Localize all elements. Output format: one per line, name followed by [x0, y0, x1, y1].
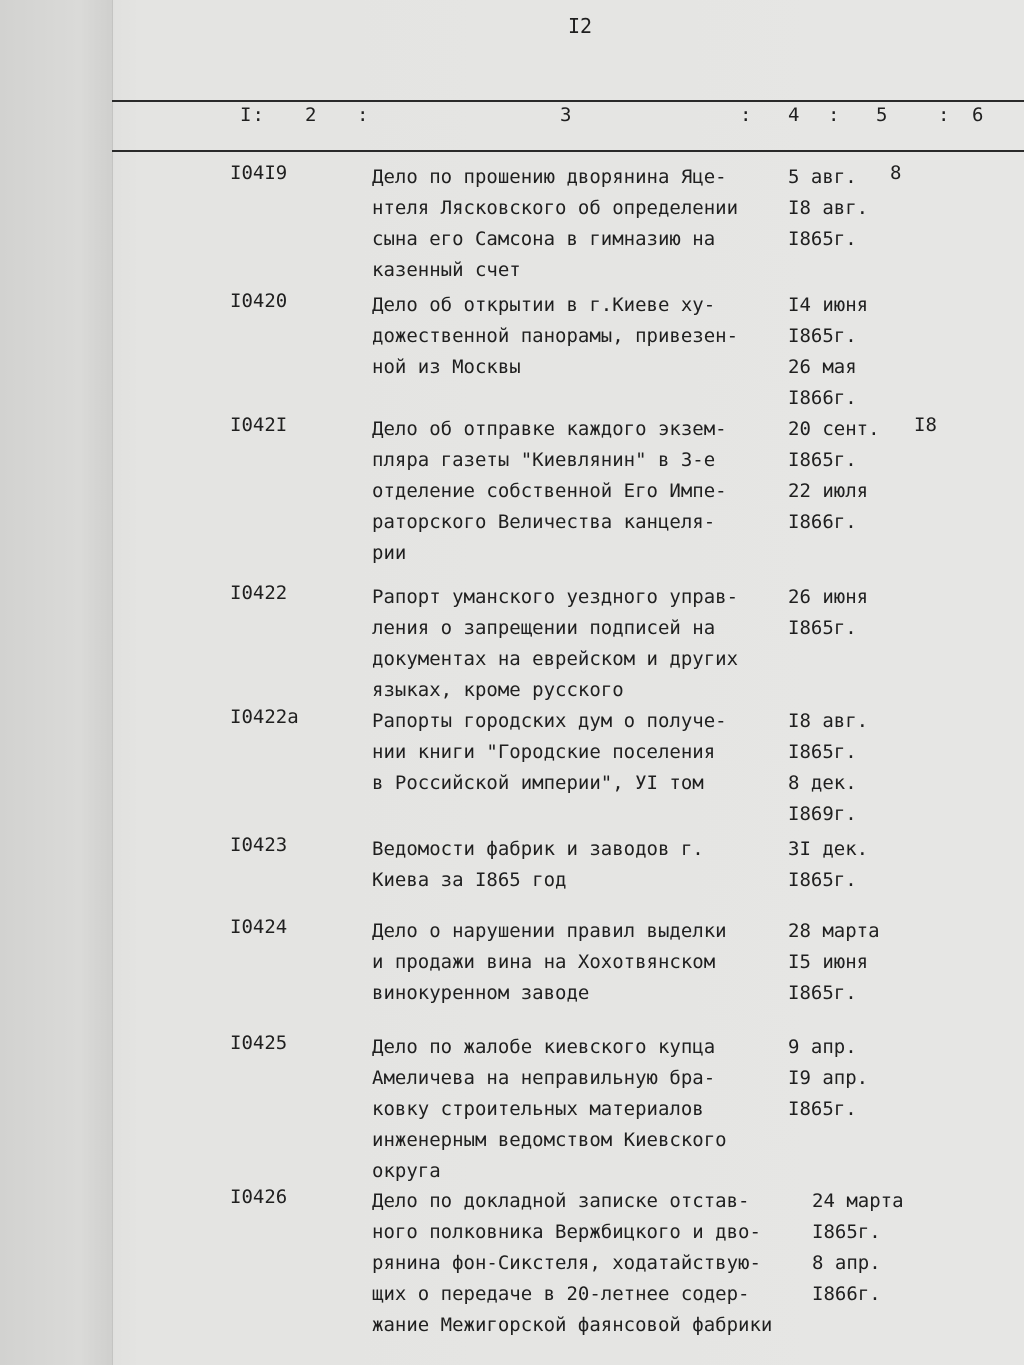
entry-dates: 20 сент. I865г. 22 июля I866г.: [788, 418, 880, 533]
entry-number: I0422: [230, 582, 288, 604]
entry-description: Дело о нарушении правил выделки и продажи вина на Хохотвянском винокуренном заводе: [372, 920, 727, 1004]
header-rule-top: [112, 100, 1024, 102]
entry-description: Рапорт уманского уездного управ- ления о запрещении подписей на документах на еврейском и других языках, кроме русского: [372, 586, 739, 701]
column-header-6: 6: [972, 104, 985, 126]
entry-sheet-count: 8: [890, 162, 902, 184]
entry-number: I0423: [230, 834, 288, 856]
column-separator: :: [357, 104, 370, 126]
entry-description: Дело по жалобе киевского купца Амеличева на неправильную бра- ковку строительных материалов инженерным ведомством Киевского округа: [372, 1036, 727, 1182]
column-header-5: 5: [876, 104, 889, 126]
entry-number: I0425: [230, 1032, 288, 1054]
entry-description: Дело по прошению дворянина Яце- нтеля Лясковского об определении сына его Самсона в гимназию на казенный счет: [372, 166, 739, 281]
header-rule-bottom: [112, 150, 1024, 152]
entry-description: Дело об отправке каждого экзем- пляра газеты "Киевлянин" в 3-е отделение собственной Его Импе- раторского Величества канцеля- рии: [372, 418, 727, 564]
column-header-4: 4: [788, 104, 801, 126]
entry-number: I04I9: [230, 162, 288, 184]
entry-description: Дело об открытии в г.Киеве ху- дожественной панорамы, привезен- ной из Москвы: [372, 294, 739, 378]
entry-dates: I8 авг. I865г. 8 дек. I869г.: [788, 710, 869, 825]
entry-number: I0424: [230, 916, 288, 938]
entry-number: I0420: [230, 290, 288, 312]
column-header-3: 3: [560, 104, 573, 126]
column-separator: :: [828, 104, 841, 126]
entry-dates: 5 авг. I8 авг. I865г.: [788, 166, 869, 250]
entry-sheet-count: I8: [914, 414, 937, 436]
entry-description: Ведомости фабрик и заводов г. Киева за I865 год: [372, 838, 704, 891]
entry-number: I0426: [230, 1186, 288, 1208]
adjacent-page-edge: [0, 0, 113, 1365]
entry-description: Рапорты городских дум о получе- нии книги "Городские поселения в Российской империи", УI том: [372, 710, 727, 794]
entry-dates: 3I дек. I865г.: [788, 838, 869, 891]
column-header-2: 2: [305, 104, 318, 126]
entry-dates: 26 июня I865г.: [788, 586, 869, 639]
entry-number: I042I: [230, 414, 288, 436]
entry-number: I0422а: [230, 706, 299, 728]
entry-description: Дело по докладной записке отстав- ного полковника Вержбицкого и дво- рянина фон-Сикстеля, ходатайствую- щих о передаче в 20-летнее содер- жание Межигорской фаянсовой фабрики: [372, 1190, 773, 1336]
column-header-1: I:: [240, 104, 265, 126]
entry-dates: 28 марта I5 июня I865г.: [788, 920, 880, 1004]
column-separator: :: [938, 104, 951, 126]
entry-dates: I4 июня I865г. 26 мая I866г.: [788, 294, 869, 409]
column-separator: :: [740, 104, 753, 126]
entry-dates: 24 марта I865г. 8 апр. I866г.: [812, 1190, 904, 1305]
page-number: I2: [567, 14, 593, 38]
entry-dates: 9 апр. I9 апр. I865г.: [788, 1036, 869, 1120]
